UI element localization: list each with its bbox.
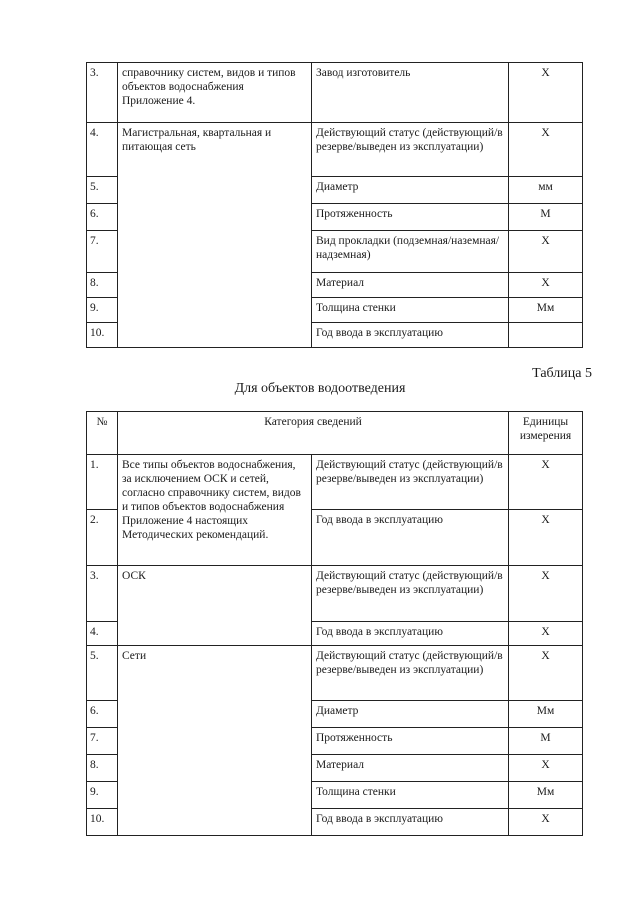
field-cell: Диаметр	[312, 177, 509, 204]
table-row	[87, 455, 583, 510]
row-number: 9.	[87, 782, 118, 809]
unit-cell: Х	[509, 231, 583, 273]
unit-cell: Х	[509, 123, 583, 177]
field-cell: Действующий статус (действующий/в резерве/выведен из эксплуатации)	[312, 646, 509, 701]
row-number: 5.	[87, 646, 118, 701]
field-cell: Действующий статус (действующий/в резерве/выведен из эксплуатации)	[312, 455, 509, 510]
header-unit: Единицы измерения	[509, 412, 583, 455]
unit-cell: Мм	[509, 298, 583, 323]
category-cell: Все типы объектов водоснабжения, за исключением ОСК и сетей, согласно справочнику систем, видов и типов объектов водоснабжения Приложение 4 настоящих Методических рекомендаций.	[118, 455, 312, 566]
wastewater-table	[86, 411, 583, 836]
unit-cell: Х	[509, 622, 583, 646]
field-cell: Толщина стенки	[312, 298, 509, 323]
unit-cell: М	[509, 728, 583, 755]
row-number: 7.	[87, 728, 118, 755]
table-header-row	[87, 412, 583, 455]
row-number: 6.	[87, 204, 118, 231]
row-number: 1.	[87, 455, 118, 510]
row-number: 2.	[87, 510, 118, 566]
field-cell: Действующий статус (действующий/в резерве/выведен из эксплуатации)	[312, 566, 509, 622]
field-cell: Год ввода в эксплуатацию	[312, 622, 509, 646]
unit-cell: Х	[509, 273, 583, 298]
row-number: 3.	[87, 566, 118, 622]
field-cell: Завод изготовитель	[312, 63, 509, 123]
table-title: Для объектов водоотведения	[234, 381, 406, 396]
unit-cell: Х	[509, 63, 583, 123]
table-row	[87, 63, 583, 123]
row-number: 3.	[87, 63, 118, 123]
field-cell: Протяженность	[312, 204, 509, 231]
row-number: 4.	[87, 622, 118, 646]
unit-cell: Х	[509, 755, 583, 782]
unit-cell	[509, 323, 583, 348]
unit-cell: Мм	[509, 701, 583, 728]
field-cell: Диаметр	[312, 701, 509, 728]
unit-cell: Х	[509, 809, 583, 836]
unit-cell: Х	[509, 646, 583, 701]
row-number: 5.	[87, 177, 118, 204]
table-label: Таблица 5	[532, 366, 592, 381]
row-number: 6.	[87, 701, 118, 728]
row-number: 8.	[87, 755, 118, 782]
row-number: 10.	[87, 323, 118, 348]
header-category: Категория сведений	[118, 412, 509, 455]
unit-cell: Х	[509, 510, 583, 566]
water-supply-table-continuation	[86, 62, 583, 348]
unit-cell: М	[509, 204, 583, 231]
field-cell: Год ввода в эксплуатацию	[312, 323, 509, 348]
table-row	[87, 566, 583, 622]
field-cell: Материал	[312, 273, 509, 298]
field-cell: Протяженность	[312, 728, 509, 755]
unit-cell: Х	[509, 566, 583, 622]
header-number: №	[87, 412, 118, 455]
row-number: 7.	[87, 231, 118, 273]
field-cell: Материал	[312, 755, 509, 782]
unit-cell: Х	[509, 455, 583, 510]
field-cell: Год ввода в эксплуатацию	[312, 510, 509, 566]
row-number: 10.	[87, 809, 118, 836]
table-row	[87, 123, 583, 177]
unit-cell: Мм	[509, 782, 583, 809]
field-cell: Действующий статус (действующий/в резерве/выведен из эксплуатации)	[312, 123, 509, 177]
category-cell: справочнику систем, видов и типов объектов водоснабжения Приложение 4.	[118, 63, 312, 123]
category-cell: Сети	[118, 646, 312, 836]
field-cell: Год ввода в эксплуатацию	[312, 809, 509, 836]
category-cell: ОСК	[118, 566, 312, 646]
field-cell: Вид прокладки (подземная/наземная/надземная)	[312, 231, 509, 273]
unit-cell: мм	[509, 177, 583, 204]
field-cell: Толщина стенки	[312, 782, 509, 809]
row-number: 8.	[87, 273, 118, 298]
row-number: 4.	[87, 123, 118, 177]
row-number: 9.	[87, 298, 118, 323]
table-row	[87, 646, 583, 701]
category-cell: Магистральная, квартальная и питающая сеть	[118, 123, 312, 348]
